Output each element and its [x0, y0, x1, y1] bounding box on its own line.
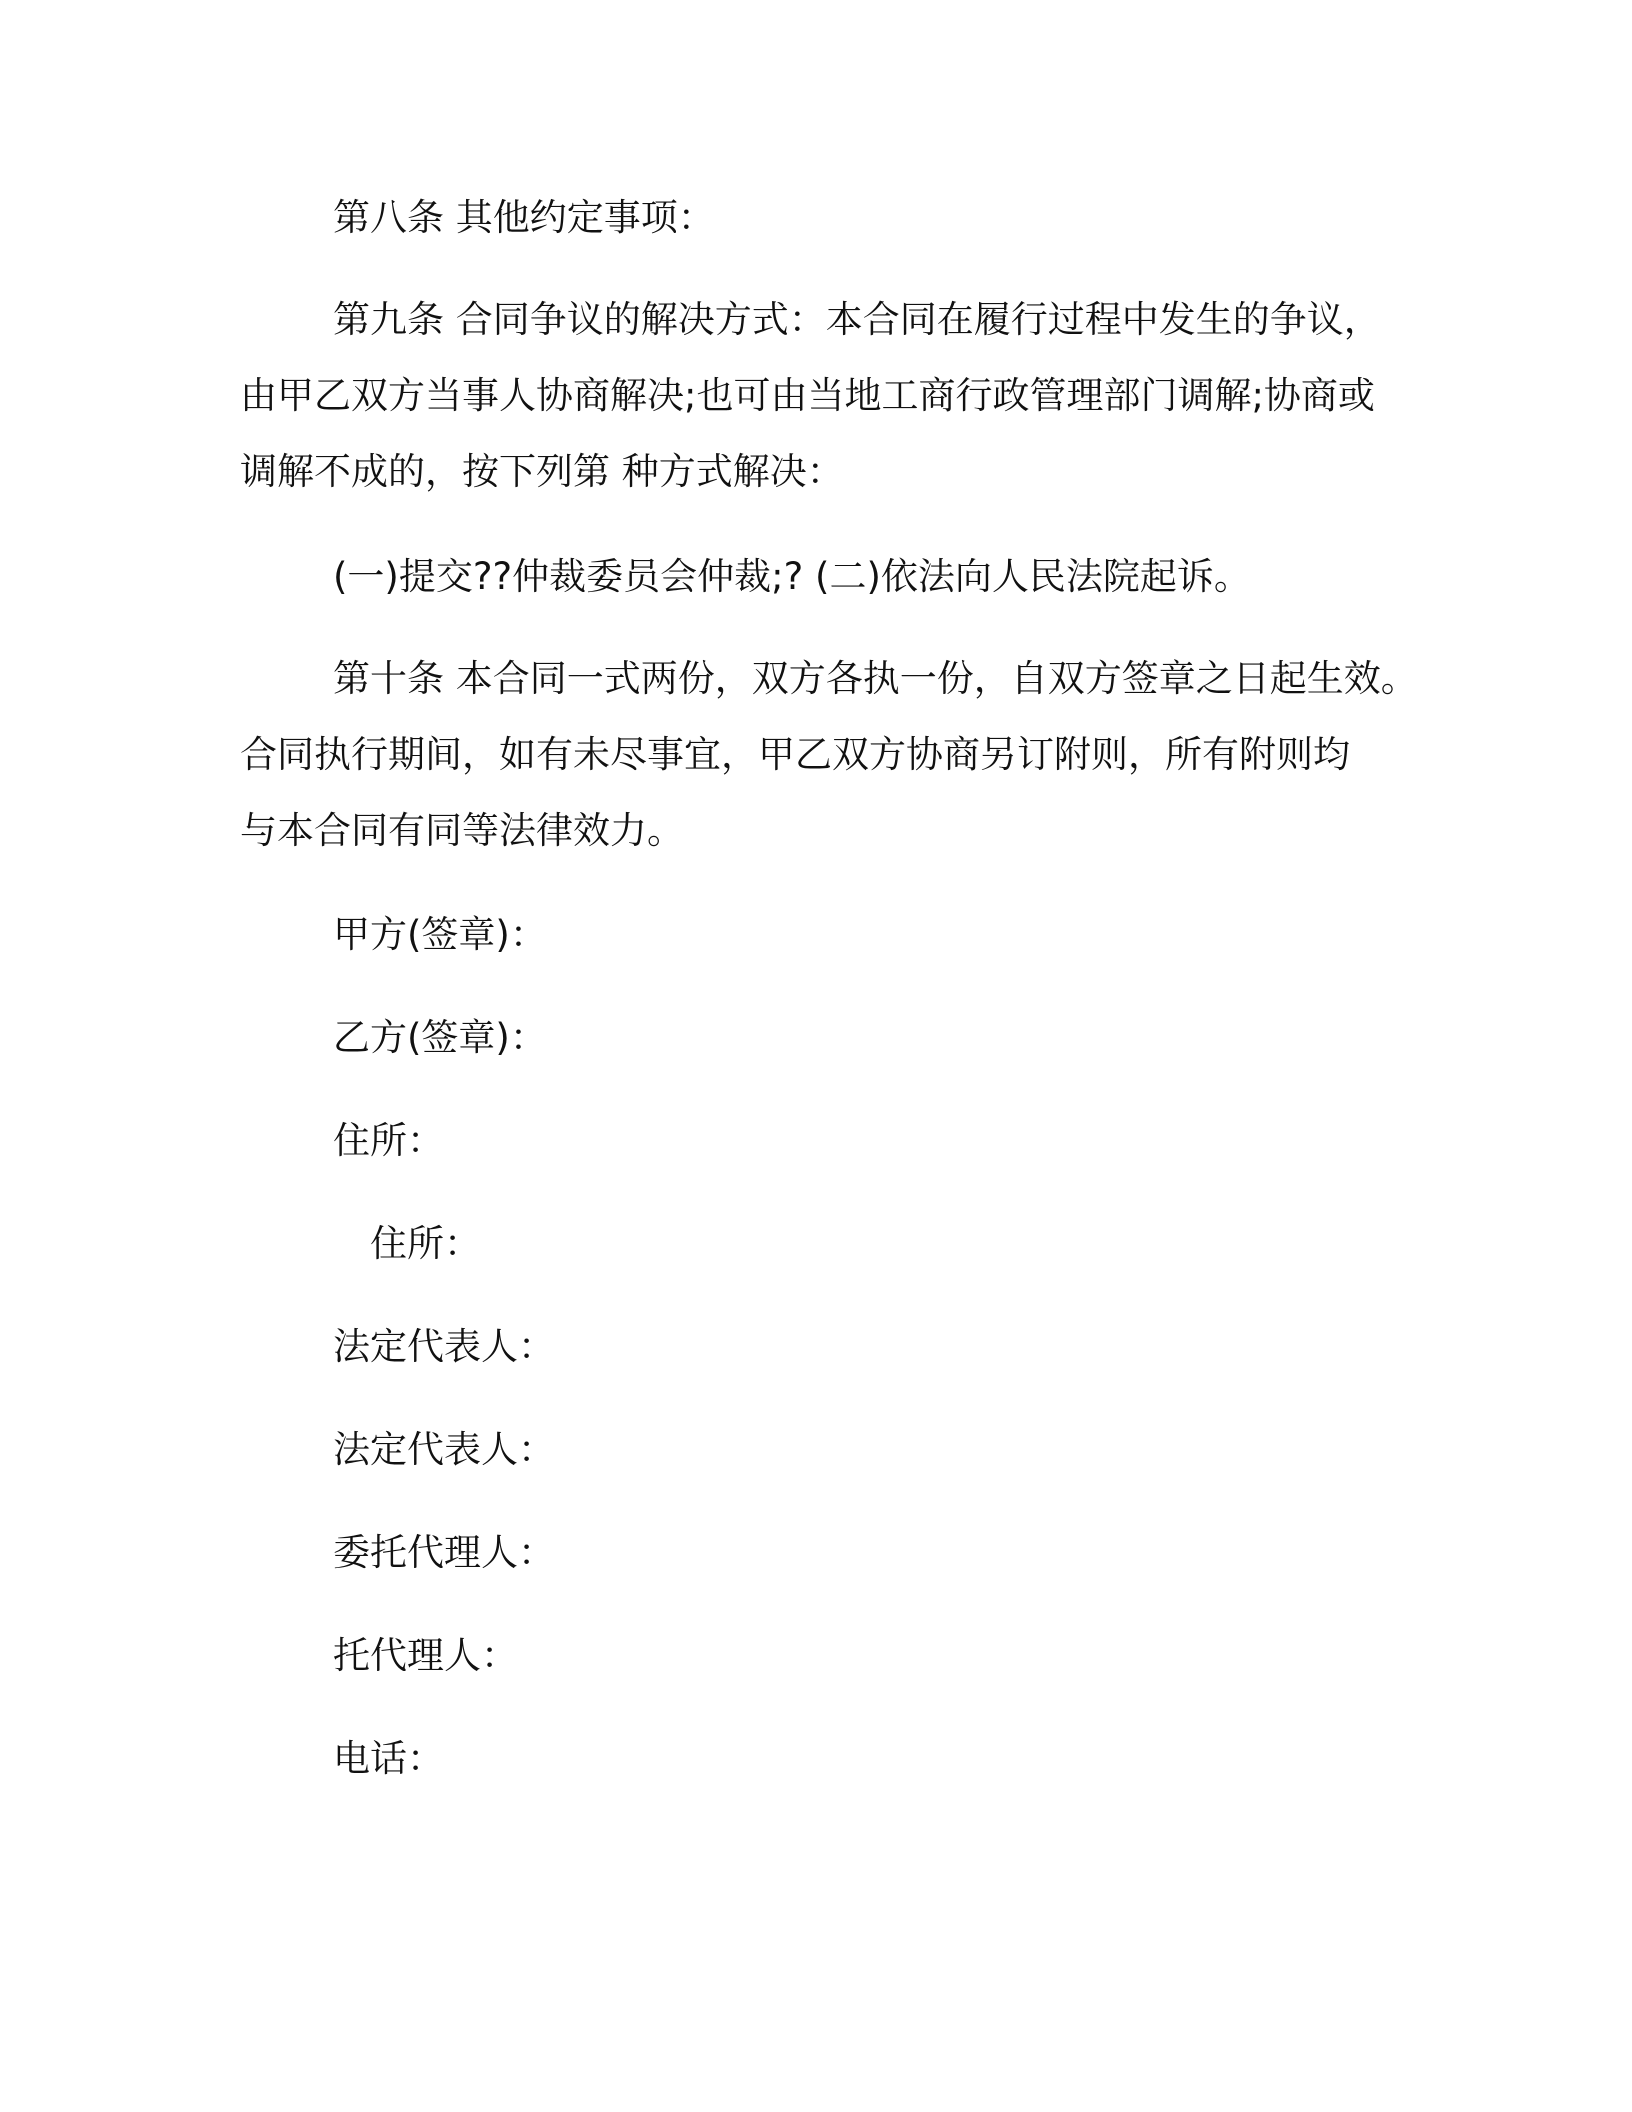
party-a-signature-label: 甲方(签章)：: [333, 913, 547, 956]
article-9-line-3: 调解不成的，按下列第 种方式解决：: [240, 450, 844, 493]
article-10-line-1: 第十条 本合同一式两份，双方各执一份，自双方签章之日起生效。: [333, 657, 1418, 700]
article-9-line-1: 第九条 合同争议的解决方式：本合同在履行过程中发生的争议，: [333, 298, 1381, 341]
dispute-options: (一)提交??仲裁委员会仲裁;? (二)依法向人民法院起诉。: [333, 555, 1251, 598]
agent-a-label: 委托代理人：: [333, 1531, 555, 1574]
article-8-heading: 第八条 其他约定事项：: [333, 196, 715, 239]
phone-label: 电话：: [333, 1737, 444, 1780]
address-a-label: 住所：: [333, 1119, 444, 1162]
agent-b-label: 托代理人：: [333, 1634, 518, 1677]
legal-rep-a-label: 法定代表人：: [333, 1325, 555, 1368]
legal-rep-b-label: 法定代表人：: [333, 1428, 555, 1471]
article-9-line-2: 由甲乙双方当事人协商解决;也可由当地工商行政管理部门调解;协商或: [240, 374, 1375, 417]
party-b-signature-label: 乙方(签章)：: [333, 1016, 547, 1059]
article-10-line-2: 合同执行期间，如有未尽事宜，甲乙双方协商另订附则，所有附则均: [240, 733, 1350, 776]
article-10-line-3: 与本合同有同等法律效力。: [240, 809, 684, 852]
address-b-label: 住所：: [370, 1222, 481, 1265]
